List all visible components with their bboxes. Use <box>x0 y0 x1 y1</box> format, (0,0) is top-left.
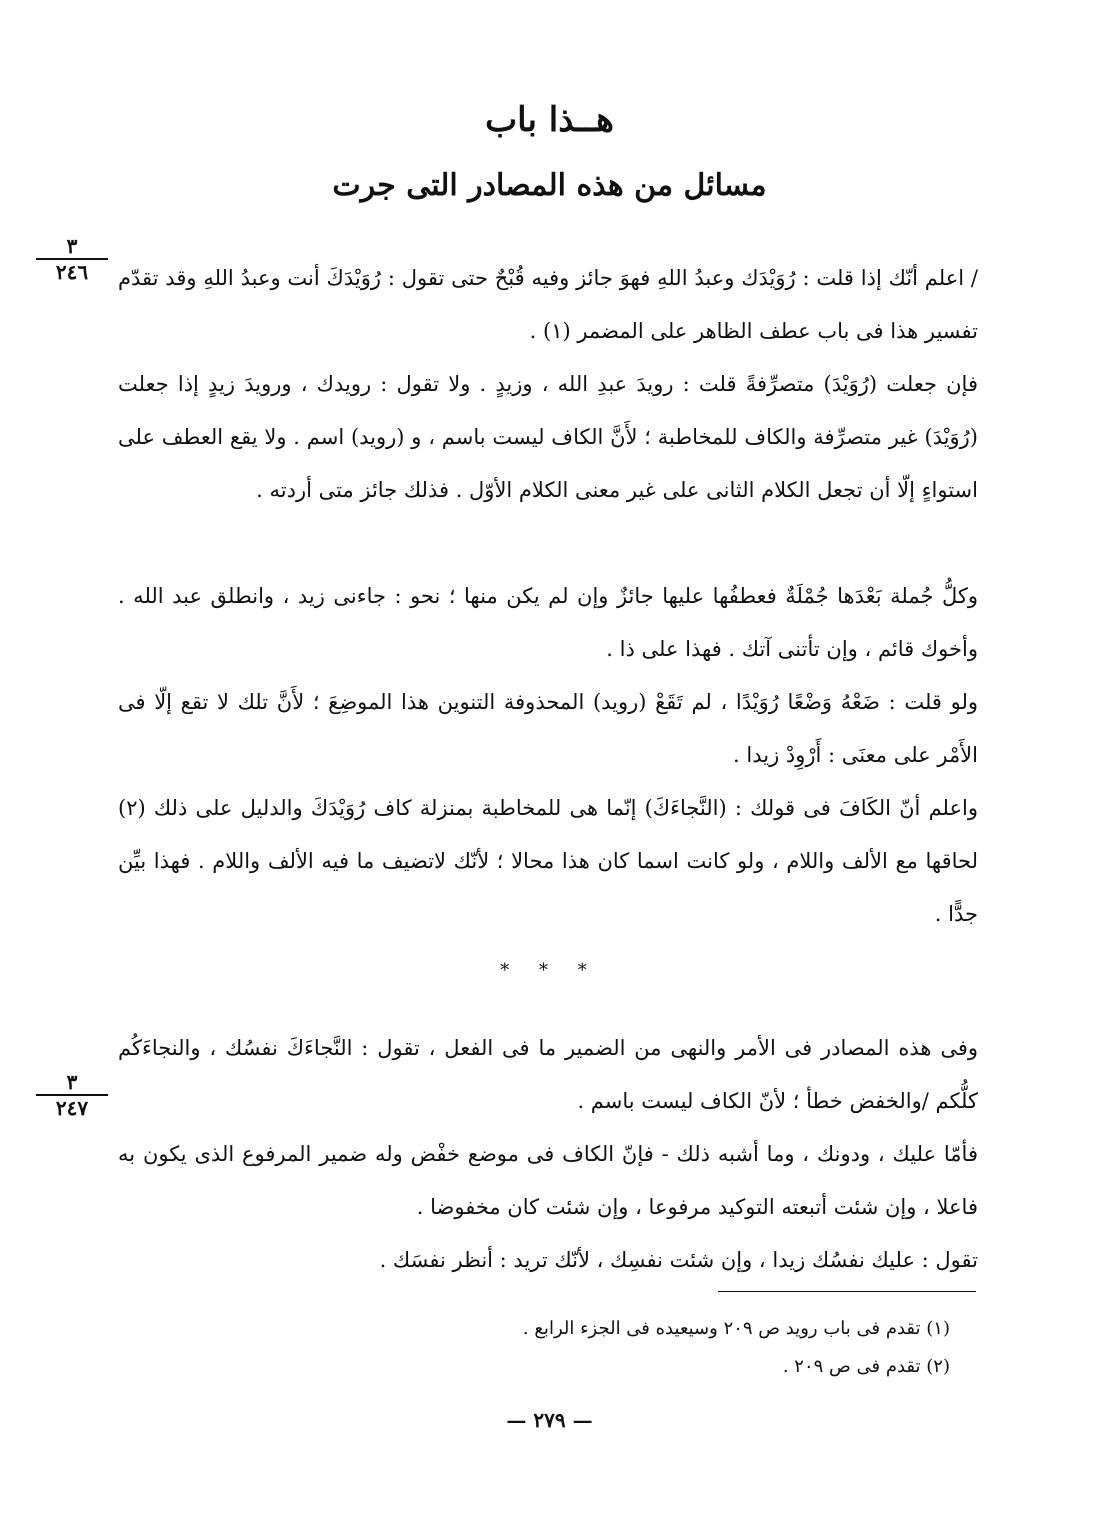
chapter-subtitle: مسائل من هذه المصادر التى جرت <box>332 168 767 203</box>
margin-reference-2 <box>36 1072 108 1118</box>
footnote-divider <box>718 1291 976 1292</box>
paragraph-7: فأمّا عليك ، ودونك ، وما أشبه ذلك - فإنّ الكاف فى موضع خفْض وله ضمير المرفوع الذى يكون به فاعلا ، وإن شئت أتبعته التوكيد مرفوعا ، وإن شئت كان مخفوضا . <box>118 1142 978 1219</box>
margin-reference-page: ٢٤٦ <box>55 260 89 284</box>
chapter-title: هــذا باب <box>485 100 614 140</box>
paragraph-5: واعلم أنّ الكَافَ فى قولك : (النَّجاءَكَ) إنّما هى للمخاطبة بمنزلة كاف رُوَيْدَكَ والدليل على ذلك (٢) لحاقها مع الألف واللام ، ولو كانت اسما كان هذا محالا ؛ لأنّك لاتضيف ما فيه الألف واللام . فهذا بيِّن جدًّا . <box>118 796 978 926</box>
paragraph-1: / اعلم أنّك إذا قلت : رُوَيْدَك وعبدُ اللهِ فهوَ جائز وفيه قُبْحٌ حتى تقول : رُوَيْدَكَ أنت وعبدُ اللهِ وقد تقدّم تفسير هذا فى باب عطف الظاهر على المضمر (١) . <box>118 266 978 343</box>
margin-reference-page: ٢٤٧ <box>55 1096 89 1120</box>
footnote-2: (٢) تقدم فى ص ٢٠٩ . <box>782 1356 950 1377</box>
paragraph-4: ولو قلت : ضَعْهُ وَضْعًا رُوَيْدًا ، لم تَقَعْ (رويد) المحذوفة التنوين هذا الموضِعَ ؛ لأَنَّ تلك لا تقع إلّا فى الأَمْر على معنَى : أَرْوِدْ زيدا . <box>118 690 978 767</box>
paragraph-6: وفى هذه المصادر فى الأمر والنهى من الضمير ما فى الفعل ، تقول : النَّجاءَكَ نفسُك ، والنجاءَكُم كلُّكم /والخفض خطأ ؛ لأنّ الكاف ليست باسم . <box>118 1036 978 1113</box>
paragraph-8: تقول : عليك نفسُك زيدا ، وإن شئت نفسِك ، لأنّك تريد : أنظر نفسَك . <box>379 1248 978 1272</box>
paragraph-2: فإن جعلت (رُوَيْدَ) متصرِّفةً قلت : رويدَ عبدِ الله ، وزيدٍ . ولا تقول : رويدك ، ورويدَ زيدٍ إذا جعلت (رُوَيْدَ) غير متصرِّفة والكاف للمخاطبة ؛ لأَنَّ الكاف ليست باسم ، و (رويد) اسم . ولا يقع العطف على استواءٍ إلّا أن تجعل الكلام الثانى على غير معنى الكلام الأوّل . فذلك جائز متى أردته . <box>118 372 978 502</box>
footnote-1: (١) تقدم فى باب رويد ص ٢٠٩ وسيعيده فى الجزء الرابع . <box>522 1318 950 1339</box>
margin-reference-volume: ٣ <box>36 236 108 260</box>
paragraph-3: وكلُّ جُملة بَعْدَها جُمْلَةٌ فعطفُها عليها جائزٌ وإن لم يكن منها ؛ نحو : جاءنى زيد ، وانطلق عبد الله . وأخوك قائم ، وإن تأتنى آتك . فهذا على ذا . <box>118 584 979 661</box>
margin-reference-volume: ٣ <box>36 1072 108 1096</box>
margin-reference-1 <box>36 236 108 282</box>
section-separator: * * * <box>500 960 599 981</box>
page-number: — ٢٧٩ — <box>506 1408 593 1432</box>
